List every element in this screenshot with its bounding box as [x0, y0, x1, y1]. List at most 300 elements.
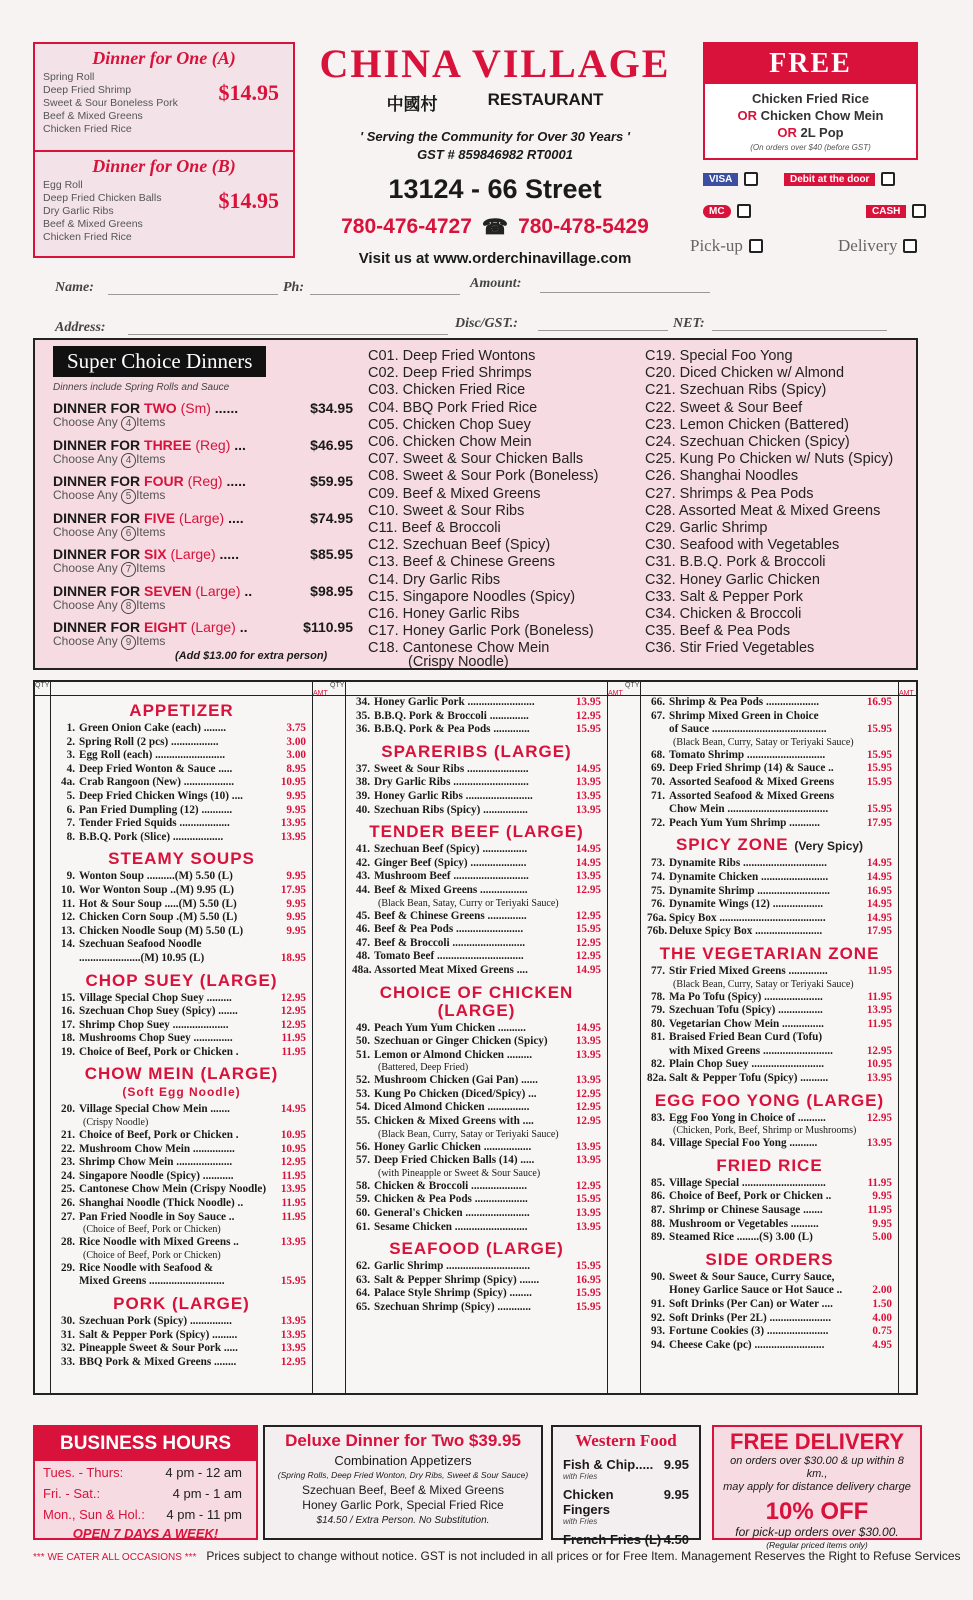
dinner-count: FOUR — [144, 473, 184, 489]
western-item-dots: ..... — [635, 1457, 654, 1472]
menu-item[interactable] — [57, 952, 306, 966]
item-name: of Sauce ......................................... — [669, 723, 827, 736]
choice-item: C20. Diced Chicken w/ Almond — [645, 365, 845, 382]
item-number: 19. — [61, 1045, 75, 1058]
hours-time: 4 pm - 1 am — [172, 1486, 242, 1501]
item-name: Village Special Chow Mein ....... — [79, 1103, 230, 1116]
dinner-option[interactable] — [53, 400, 353, 431]
choice-item: C36. Stir Fried Vegetables — [645, 640, 815, 657]
choice-item: C03. Chicken Fried Rice — [368, 382, 526, 399]
dinner-option[interactable] — [53, 473, 353, 504]
phone-numbers — [305, 215, 685, 240]
dinner-count: SIX — [144, 546, 167, 562]
dinner-option[interactable] — [53, 546, 353, 577]
item-price: 15.95 — [575, 1287, 601, 1300]
menu-item[interactable] — [352, 1035, 601, 1049]
dinner-option[interactable] — [53, 437, 353, 468]
item-price: 15.95 — [866, 723, 892, 736]
menu-item[interactable] — [647, 1271, 892, 1285]
menu-item[interactable] — [57, 1315, 306, 1329]
menu-list-3 — [647, 696, 892, 1393]
menu-item[interactable] — [352, 1301, 601, 1315]
menu-item[interactable] — [647, 1058, 892, 1072]
item-number: 86. — [651, 1190, 665, 1203]
menu-item[interactable] — [57, 884, 306, 898]
menu-item[interactable] — [647, 912, 892, 926]
item-number: 15. — [61, 991, 75, 1004]
menu-item[interactable] — [352, 923, 601, 937]
item-price: 11.95 — [867, 990, 892, 1003]
menu-item[interactable] — [352, 790, 601, 804]
menu-item[interactable] — [352, 1180, 601, 1194]
item-number: 11. — [61, 897, 75, 910]
menu-item[interactable] — [352, 1207, 601, 1221]
section-subtitle: (Very Spicy) — [794, 839, 864, 854]
menu-item[interactable] — [57, 1103, 306, 1117]
net-field[interactable] — [712, 330, 887, 331]
menu-item[interactable] — [647, 857, 892, 871]
item-price: 16.95 — [866, 696, 892, 708]
dinner-option[interactable] — [53, 619, 353, 650]
item-number: 91. — [651, 1298, 665, 1310]
menu-item[interactable] — [647, 1045, 892, 1059]
menu-item[interactable] — [57, 1046, 306, 1060]
item-name: Dry Garlic Ribs ........................... — [374, 776, 529, 789]
menu-item[interactable] — [647, 1218, 892, 1232]
item-number: 77. — [651, 964, 665, 977]
disc-gst-field[interactable] — [538, 330, 668, 331]
menu-item[interactable] — [647, 1325, 892, 1339]
item-price: 15.95 — [575, 1193, 601, 1206]
menu-item[interactable] — [57, 1143, 306, 1157]
menu-item[interactable] — [57, 790, 306, 804]
choice-item: C28. Assorted Meat & Mixed Greens — [645, 502, 881, 519]
free-delivery-title: FREE DELIVERY — [730, 1429, 904, 1454]
address-field[interactable] — [128, 334, 448, 335]
item-number: 85. — [651, 1176, 665, 1189]
item-count: 8 — [121, 599, 136, 614]
item-price: 14.95 — [575, 762, 601, 775]
dinner-price: $34.95 — [310, 400, 353, 416]
cash-checkbox[interactable] — [912, 204, 926, 218]
visa-icon: VISA — [703, 173, 738, 186]
dinner-option[interactable] — [53, 510, 353, 541]
phone-field[interactable] — [310, 294, 460, 295]
amt-label: AMT — [899, 690, 914, 697]
pickup-checkbox[interactable] — [749, 239, 763, 253]
choose-label: Choose Any — [53, 488, 118, 502]
menu-item[interactable] — [647, 1137, 892, 1151]
item-price: 12.95 — [575, 950, 601, 963]
menu-item[interactable] — [352, 950, 601, 964]
menu-item[interactable] — [57, 1329, 306, 1343]
items-label: Items — [136, 561, 166, 575]
item-number: 83. — [651, 1111, 665, 1124]
item-number: 2. — [66, 735, 75, 748]
item-price: 14.95 — [575, 856, 601, 869]
item-number: 73. — [651, 857, 665, 870]
menu-item[interactable] — [57, 938, 306, 952]
item-number: 55. — [356, 1115, 370, 1128]
name-field[interactable] — [108, 294, 278, 295]
delivery-line: may apply for distance delivery charge — [723, 1481, 911, 1493]
choice-item: C09. Beef & Mixed Greens — [368, 485, 541, 502]
item-price: 9.95 — [286, 789, 306, 802]
item-name: Pan Fried Noodle in Soy Sauce .. — [79, 1210, 235, 1223]
item-name: Szechuan or Ginger Chicken (Spicy) — [374, 1035, 548, 1048]
item-number: 57. — [356, 1154, 370, 1167]
item-name: Stir Fried Mixed Greens .............. — [669, 964, 828, 977]
menu-item[interactable] — [57, 817, 306, 831]
menu-item[interactable] — [57, 1197, 306, 1211]
section-name: TENDER BEEF (LARGE) — [369, 822, 584, 842]
items-label: Items — [136, 524, 166, 539]
dinner-choose — [53, 525, 353, 541]
item-number: 68. — [651, 748, 665, 761]
menu-item[interactable] — [647, 817, 892, 831]
item-number: 78. — [651, 990, 665, 1003]
item-number: 34. — [356, 696, 370, 708]
item-name: Tender Fried Squids .................. — [79, 817, 230, 830]
section-title — [352, 743, 601, 761]
item-name: Peach Yum Yum Chicken .......... — [374, 1021, 526, 1034]
menu-item[interactable] — [57, 722, 306, 736]
dinner-option-name — [53, 583, 353, 599]
menu-item[interactable] — [57, 911, 306, 925]
item-price: 13.95 — [575, 1074, 601, 1087]
slogan: ' Serving the Community for Over 30 Years ' — [360, 129, 630, 144]
menu-item[interactable] — [352, 1022, 601, 1036]
choice-item: (Crispy Noodle) — [408, 653, 509, 670]
menu-item[interactable] — [647, 1284, 892, 1298]
menu-item[interactable] — [647, 723, 892, 737]
free-offer-box — [703, 42, 918, 160]
menu-item[interactable] — [647, 696, 892, 710]
item-number: 89. — [651, 1231, 665, 1244]
menu-item[interactable] — [352, 696, 601, 710]
menu-item[interactable] — [57, 804, 306, 818]
dinner-label: DINNER FOR — [53, 473, 141, 489]
amount-field[interactable] — [540, 292, 710, 293]
item-price: 11.95 — [281, 1032, 306, 1045]
item-name: Chicken & Mixed Greens with .... — [374, 1115, 534, 1128]
menu-item[interactable] — [647, 1312, 892, 1326]
menu-item[interactable] — [647, 1298, 892, 1312]
deluxe-line: Honey Garlic Pork, Special Fried Rice — [302, 1498, 504, 1512]
menu-item[interactable] — [352, 1221, 601, 1235]
menu-item[interactable] — [57, 1183, 306, 1197]
item-number — [57, 1275, 79, 1289]
dinner-dots: .. — [239, 619, 248, 635]
menu-item[interactable] — [647, 991, 892, 1005]
item-price: 12.95 — [575, 936, 601, 949]
menu-item[interactable] — [647, 925, 892, 939]
hours-day: Mon., Sun & Hol.: — [43, 1507, 145, 1522]
item-name: Shrimp Chow Mein .................... — [79, 1156, 233, 1169]
item-number: 67. — [651, 709, 665, 722]
section-name: SIDE ORDERS — [705, 1249, 834, 1269]
menu-item[interactable] — [57, 1032, 306, 1046]
menu-item[interactable] — [352, 1074, 601, 1088]
item-note: (Black Bean, Satay, Curry or Teriyaki Sauce) — [378, 897, 559, 909]
menu-item[interactable] — [57, 870, 306, 884]
delivery-line: on orders over $30.00 & up within 8 km., — [730, 1455, 904, 1480]
item-price: 13.95 — [575, 1048, 601, 1061]
menu-item[interactable] — [57, 925, 306, 939]
item-price: 15.95 — [866, 762, 892, 775]
menu-item[interactable] — [57, 1236, 306, 1250]
menu-item[interactable] — [647, 965, 892, 979]
menu-item[interactable] — [352, 1049, 601, 1063]
item-name: Dynamite Shrimp .......................... — [669, 884, 830, 897]
list-item: Chicken Fried Rice — [43, 123, 132, 135]
menu-item[interactable] — [352, 884, 601, 898]
item-number: 4. — [66, 762, 75, 775]
menu-item[interactable] — [647, 710, 892, 724]
cash-label: CASH — [866, 205, 906, 218]
menu-item[interactable] — [352, 710, 601, 724]
item-price: 12.95 — [866, 1044, 892, 1057]
menu-item[interactable] — [57, 1019, 306, 1033]
menu-item[interactable] — [647, 1004, 892, 1018]
list-item: Chicken Fried Rice — [43, 231, 132, 243]
menu-item[interactable] — [647, 1018, 892, 1032]
choice-item: C33. Salt & Pepper Pork — [645, 588, 803, 605]
item-price: 13.95 — [575, 1140, 601, 1153]
item-price: 13.95 — [866, 1004, 892, 1017]
menu-item[interactable] — [352, 937, 601, 951]
section-title — [57, 702, 306, 720]
menu-item[interactable] — [57, 1005, 306, 1019]
item-price: 17.95 — [280, 883, 306, 896]
item-price: 15.95 — [575, 723, 601, 736]
dinner-option-label — [53, 437, 246, 453]
menu-item[interactable] — [352, 776, 601, 790]
menu-item[interactable] — [647, 898, 892, 912]
item-number: 62. — [356, 1260, 370, 1273]
menu-item[interactable] — [352, 1088, 601, 1102]
items-label: Items — [136, 634, 166, 648]
choice-item: C23. Lemon Chicken (Battered) — [645, 416, 849, 433]
item-number: 64. — [356, 1287, 370, 1300]
qty-label: QTY — [330, 682, 346, 695]
net-label: NET: — [673, 316, 705, 331]
mastercard-checkbox[interactable] — [737, 204, 751, 218]
menu-item[interactable] — [352, 1193, 601, 1207]
item-price: 12.95 — [575, 1087, 601, 1100]
item-name: Honey Garlice Sauce or Hot Sauce .. — [669, 1284, 843, 1297]
item-name: Village Special Foo Yong .......... — [669, 1137, 818, 1150]
item-note: (Battered, Deep Fried) — [378, 1062, 469, 1074]
item-price: 17.95 — [866, 925, 892, 938]
menu-item[interactable] — [647, 776, 892, 790]
item-count: 4 — [121, 453, 136, 468]
western-item-name: French Fries (L) — [563, 1532, 662, 1547]
menu-item[interactable] — [647, 1177, 892, 1191]
menu-item[interactable] — [647, 885, 892, 899]
item-number: 14. — [61, 938, 75, 951]
item-price: 13.95 — [575, 1154, 601, 1167]
item-number — [647, 1284, 669, 1298]
item-price: 9.95 — [286, 803, 306, 816]
menu-item[interactable] — [352, 910, 601, 924]
item-name: Szechuan Beef (Spicy) ................ — [374, 843, 528, 856]
extra-person-note: (Add $13.00 for extra person) — [175, 650, 328, 662]
section-name: SEAFOOD (LARGE) — [389, 1239, 564, 1259]
item-price: 15.95 — [575, 1301, 601, 1313]
item-number: 18. — [61, 1032, 75, 1045]
menu-item[interactable] — [57, 831, 306, 845]
menu-item[interactable] — [352, 1260, 601, 1274]
street-address: 13124 - 66 Street — [388, 174, 602, 204]
delivery-checkbox[interactable] — [903, 239, 917, 253]
amt-label: AMT — [313, 690, 328, 697]
menu-item[interactable] — [352, 1287, 601, 1301]
menu-item[interactable] — [352, 804, 601, 818]
menu-item[interactable] — [352, 964, 601, 978]
menu-item[interactable] — [57, 1356, 306, 1370]
menu-item[interactable] — [57, 763, 306, 777]
menu-item[interactable] — [57, 1275, 306, 1289]
item-number: 3. — [66, 749, 75, 762]
item-price: 15.95 — [575, 923, 601, 936]
dinner-dots: ..... — [226, 473, 246, 489]
menu-item[interactable] — [57, 1129, 306, 1143]
menu-item[interactable] — [647, 1190, 892, 1204]
dinner-for-one-a — [35, 44, 293, 150]
menu-item[interactable] — [57, 1170, 306, 1184]
item-name: Rice Noodle with Seafood & — [79, 1261, 214, 1274]
menu-item[interactable] — [352, 763, 601, 777]
item-price — [890, 1031, 892, 1045]
item-price: 13.95 — [280, 1236, 306, 1249]
item-name: Deep Fried Chicken Wings (10) .... — [79, 789, 243, 802]
menu-item[interactable] — [647, 1339, 892, 1353]
menu-item[interactable] — [57, 1156, 306, 1170]
item-name: Kung Po Chicken (Diced/Spicy) ... — [374, 1087, 537, 1100]
item-price: 14.95 — [866, 911, 892, 924]
deluxe-note: $14.50 / Extra Person. No Substitution. — [316, 1515, 490, 1526]
section-name: SPARERIBS (LARGE) — [381, 741, 572, 761]
menu-item[interactable] — [57, 898, 306, 912]
menu-item[interactable] — [352, 1141, 601, 1155]
section-name: CHOW MEIN (LARGE) — [84, 1064, 279, 1084]
item-price: 13.95 — [575, 789, 601, 802]
menu-item[interactable] — [57, 736, 306, 750]
menu-item[interactable] — [352, 843, 601, 857]
item-price: 12.95 — [575, 709, 601, 722]
amt-column — [607, 682, 625, 1393]
menu-item[interactable] — [352, 1274, 601, 1288]
item-price: 9.95 — [286, 924, 306, 937]
menu-item[interactable] — [647, 1231, 892, 1245]
section-title — [57, 1295, 306, 1313]
menu-item[interactable] — [352, 723, 601, 737]
choice-item: C16. Honey Garlic Ribs — [368, 606, 520, 623]
item-name: Soft Drinks (Per 2L) ...................... — [669, 1311, 832, 1324]
section-title — [647, 1092, 892, 1110]
section-title — [647, 1251, 892, 1269]
item-price: 13.95 — [575, 1035, 601, 1048]
menu-item[interactable] — [352, 870, 601, 884]
menu-item[interactable] — [57, 1262, 306, 1276]
menu-item[interactable] — [352, 1101, 601, 1115]
item-number: 79. — [651, 1004, 665, 1017]
choice-item: C17. Honey Garlic Pork (Boneless) — [368, 623, 594, 640]
debit-checkbox[interactable] — [881, 172, 895, 186]
item-number: 58. — [356, 1179, 370, 1192]
item-name: Mushrooms Chop Suey .............. — [79, 1032, 233, 1045]
dinner-for-one-a-title: Dinner for One (A) — [92, 48, 236, 68]
item-name: Pan Fried Dumpling (12) ........... — [79, 803, 233, 816]
phone-2[interactable]: 780-478-5429 — [518, 215, 649, 238]
dinner-count: SEVEN — [144, 582, 192, 599]
deluxe-title: Deluxe Dinner for Two $39.95 — [285, 1431, 521, 1450]
or-label: OR — [737, 108, 758, 123]
item-name: Pineapple Sweet & Sour Pork ..... — [79, 1342, 238, 1355]
item-price: 13.95 — [280, 1342, 306, 1355]
item-name: Dynamite Ribs .............................. — [669, 857, 827, 870]
menu-item[interactable] — [647, 762, 892, 776]
menu-item[interactable] — [352, 857, 601, 871]
choice-item: C05. Chicken Chop Suey — [368, 416, 531, 433]
restaurant-header — [305, 42, 685, 272]
item-name: Chow Mein .................................... — [669, 803, 829, 816]
menu-item[interactable] — [57, 1342, 306, 1356]
amount-label: Amount: — [470, 276, 522, 291]
menu-item[interactable] — [647, 790, 892, 804]
item-number: 6. — [66, 803, 75, 816]
menu-item[interactable] — [57, 1211, 306, 1225]
menu-item[interactable] — [647, 1204, 892, 1218]
visa-checkbox[interactable] — [744, 172, 758, 186]
item-name: Vegetarian Chow Mein ............... — [669, 1017, 824, 1030]
item-name: Fortune Cookies (3) ...................... — [669, 1325, 829, 1338]
menu-item[interactable] — [647, 749, 892, 763]
item-price: 13.95 — [280, 817, 306, 830]
menu-item[interactable] — [57, 776, 306, 790]
menu-item[interactable] — [647, 1072, 892, 1086]
website-link[interactable]: Visit us at www.orderchinavillage.com — [358, 250, 632, 267]
menu-item[interactable] — [647, 1112, 892, 1126]
item-number: 72. — [651, 816, 665, 829]
dinner-label: DINNER FOR — [53, 582, 141, 599]
menu-item[interactable] — [647, 1031, 892, 1045]
item-price: 13.95 — [866, 1072, 892, 1085]
menu-item[interactable] — [57, 749, 306, 763]
item-count: 5 — [121, 489, 136, 504]
dinner-option[interactable] — [53, 583, 353, 614]
menu-item[interactable] — [647, 871, 892, 885]
item-number: 32. — [61, 1342, 75, 1355]
item-number: 69. — [651, 762, 665, 775]
menu-item[interactable] — [57, 992, 306, 1006]
qty-label: QTY — [625, 682, 641, 695]
item-price: 11.95 — [867, 1204, 892, 1217]
western-item — [563, 1457, 689, 1472]
menu-item[interactable] — [352, 1115, 601, 1129]
dinner-choose — [53, 488, 353, 504]
menu-item[interactable] — [352, 1154, 601, 1168]
dinner-size: (Large) — [170, 546, 216, 562]
item-number — [57, 952, 79, 966]
section-title — [57, 972, 306, 990]
phone-1[interactable]: 780-476-4727 — [341, 215, 472, 238]
main-menu — [33, 680, 918, 1395]
item-number: 48. — [356, 950, 370, 963]
choice-item: C27. Shrimps & Pea Pods — [645, 485, 814, 502]
menu-item[interactable] — [647, 803, 892, 817]
